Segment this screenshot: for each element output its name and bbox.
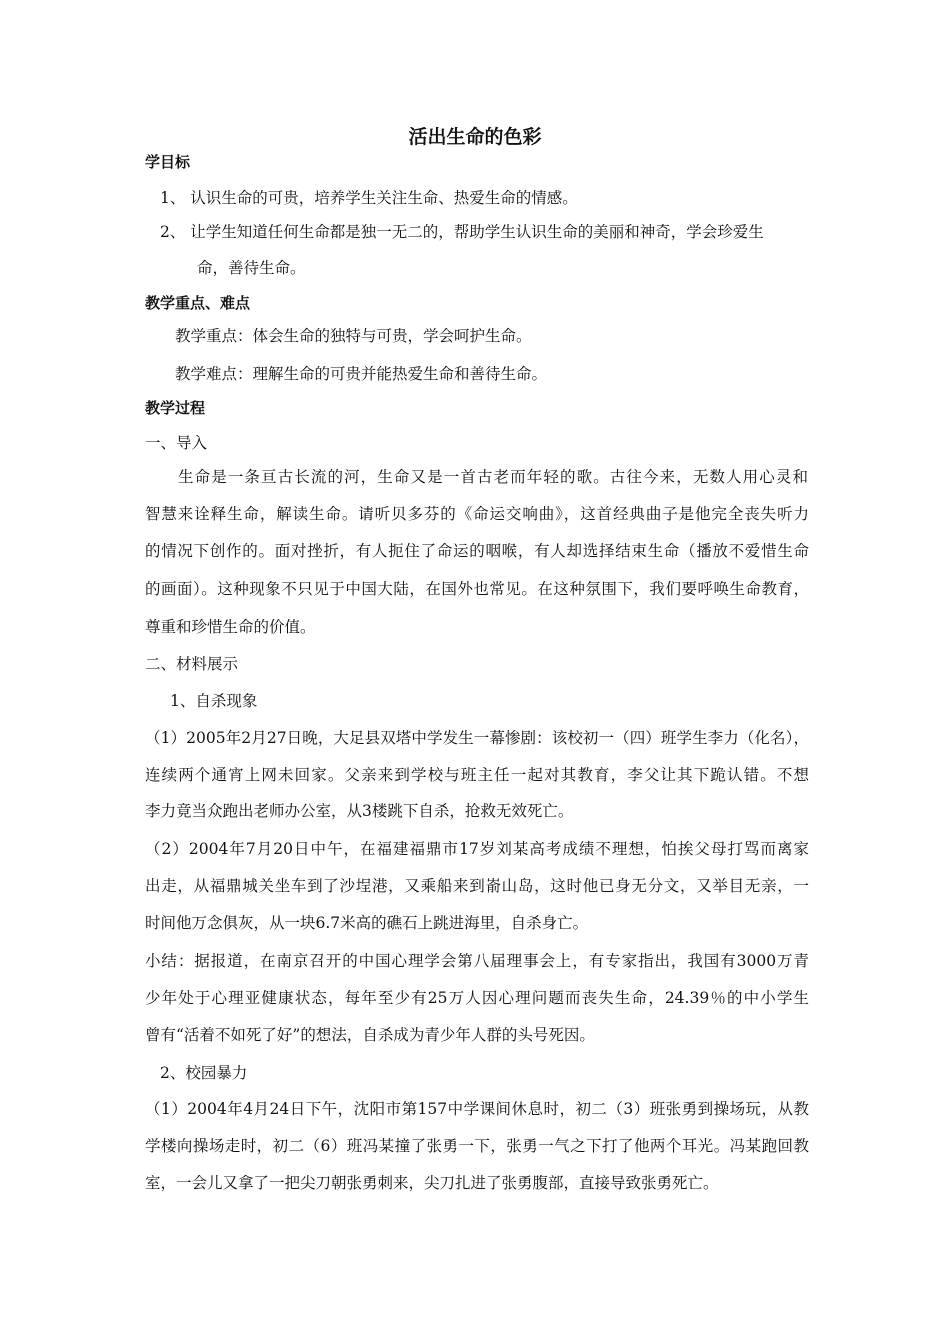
objective-item-2-line-2: 命，善待生命。 bbox=[197, 259, 306, 277]
intro-line: 尊重和珍惜生命的价值。 bbox=[145, 618, 316, 636]
violence-heading: 2、校园暴力 bbox=[160, 1064, 248, 1082]
document-title: 活出生命的色彩 bbox=[408, 126, 542, 148]
intro-line: 的情况下创作的。面对挫折，有人扼住了命运的咽喉，有人却选择结束生命（播放不爱惜生命 bbox=[145, 542, 809, 560]
key-point-focus: 教学重点：体会生命的独特与可贵，学会呵护生命。 bbox=[175, 327, 532, 345]
suicide-heading: 1、自杀现象 bbox=[170, 692, 258, 710]
process-heading: 教学过程 bbox=[145, 399, 206, 417]
suicide-case-2-line: 出走，从福鼎城关坐车到了沙埕港，又乘船来到嵛山岛，这时他已身无分文，又举目无亲，一 bbox=[145, 877, 809, 895]
objective-item-2-line-1: 2、 让学生知道任何生命都是独一无二的，帮助学生认识生命的美丽和神奇，学会珍爱生 bbox=[160, 223, 764, 241]
suicide-case-2-line: 时间他万念俱灰，从一块6.7米高的礁石上跳进海里，自杀身亡。 bbox=[145, 914, 589, 932]
violence-case-1-line: 学楼向操场走时，初二（6）班冯某撞了张勇一下，张勇一气之下打了他两个耳光。冯某跑回教 bbox=[145, 1137, 809, 1155]
key-point-difficulty: 教学难点：理解生命的可贵并能热爱生命和善待生命。 bbox=[175, 365, 548, 383]
suicide-case-1-line: 李力竟当众跑出老师办公室，从3楼跳下自杀，抢救无效死亡。 bbox=[145, 802, 574, 820]
suicide-case-1-line: 连续两个通宵上网未回家。父亲来到学校与班主任一起对其教育，李父让其下跪认错。不想 bbox=[145, 766, 809, 784]
summary-line: 曾有“活着不如死了好”的想法，自杀成为青少年人群的头号死因。 bbox=[145, 1026, 595, 1044]
intro-line: 生命是一条亘古长流的河，生命又是一首古老而年轻的歌。古往今来，无数人用心灵和 bbox=[178, 468, 808, 486]
key-points-heading: 教学重点、难点 bbox=[145, 294, 251, 312]
summary-line: 小结：据报道，在南京召开的中国心理学会第八届理事会上，有专家指出，我国有3000万青 bbox=[145, 952, 809, 970]
objective-item-1: 1、 认识生命的可贵，培养学生关注生命、热爱生命的情感。 bbox=[160, 189, 578, 207]
violence-case-1-line: 室，一会儿又拿了一把尖刀朝张勇刺来，尖刀扎进了张勇腹部，直接导致张勇死亡。 bbox=[145, 1174, 719, 1192]
suicide-case-2-line: （2）2004年7月20日中午，在福建福鼎市17岁刘某高考成绩不理想，怕挨父母打骂而离家 bbox=[145, 840, 809, 858]
intro-line: 的画面）。这种现象不只见于中国大陆，在国外也常见。在这种氛围下，我们要呼唤生命教育， bbox=[145, 580, 809, 598]
intro-line: 智慧来诠释生命，解读生命。请听贝多芬的《命运交响曲》，这首经典曲子是他完全丧失听力 bbox=[145, 505, 809, 523]
objectives-heading: 学目标 bbox=[145, 153, 191, 171]
intro-heading: 一、导入 bbox=[145, 434, 208, 452]
violence-case-1-line: （1）2004年4月24日下午，沈阳市第157中学课间休息时，初二（3）班张勇到操场玩，从教 bbox=[145, 1100, 809, 1118]
suicide-case-1-line: （1）2005年2月27日晚，大足县双塔中学发生一幕惨剧：该校初一（四）班学生李力（化名）， bbox=[145, 729, 809, 747]
materials-heading: 二、材料展示 bbox=[145, 655, 239, 673]
summary-line: 少年处于心理亚健康状态，每年至少有25万人因心理问题而丧失生命，24.39％的中小学生 bbox=[145, 989, 809, 1007]
